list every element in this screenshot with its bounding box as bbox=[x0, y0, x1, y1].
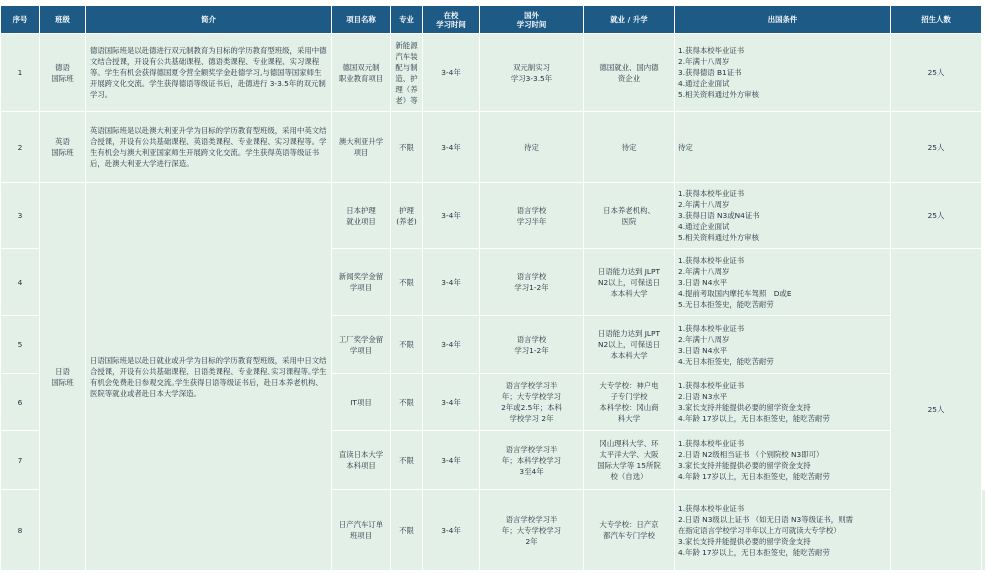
class-intro: 日语国际班是以赴日就业或升学为目标的学历教育型班级，采用中日文结合授课，开设有公共基础课程、日语类课程、专业课程､实习课程等｡学生有机会免费赴日参观交流｡学生获得日语等级证书后，赴日本养老机构、医院等就业或者赴日本大学深造。 bbox=[86, 183, 331, 570]
class-intro: 德语国际班是以赴德进行双元制教育为目标的学历教育型班级，采用中德文结合授课，开设有公共基础课程、德语类课程、专业课程、实习课程等。学生有机会获得德国夏令营全额奖学金赴德学习,与德国等国家师生开展跨文化交流。学生获得德语等级证书后，赴德进行 3-3.5年的双元制学习。 bbox=[86, 34, 331, 111]
career-path: 待定 bbox=[584, 112, 674, 182]
header-domestic: 在校 学习时间 bbox=[423, 6, 479, 33]
table-row bbox=[1, 34, 985, 111]
conditions bbox=[675, 374, 890, 430]
header-row bbox=[1, 6, 985, 33]
condition-item: 3.家长支持并能提供必要的留学资金支持 bbox=[678, 536, 811, 546]
abroad-duration: 语言学校学习半 年；大专学校学习 2年或2.5年；本科 学校学习 2年 bbox=[480, 374, 583, 430]
class-name: 英语 国际班 bbox=[40, 112, 85, 182]
conditions bbox=[675, 249, 890, 315]
quota-empty bbox=[982, 490, 985, 570]
major: 不限 bbox=[391, 112, 422, 182]
condition-item: 1.获得本校毕业证书 bbox=[678, 323, 745, 333]
abroad-duration: 语言学校 学习半年 bbox=[480, 183, 583, 248]
header-condition: 出国条件 bbox=[675, 6, 890, 33]
row-number: 7 bbox=[1, 431, 39, 489]
condition-item: 3.家长支持并能提供必要的留学资金支持 bbox=[678, 403, 811, 412]
major: 新能源 汽车装 配与制 造、护 理（养 老）等 bbox=[391, 34, 422, 111]
conditions bbox=[675, 490, 890, 570]
condition-item: 1.获得本校毕业证书 bbox=[678, 503, 745, 513]
header-class: 班级 bbox=[40, 6, 85, 33]
domestic-duration: 3-4年 bbox=[423, 34, 479, 111]
condition-item: 3.家长支持并能提供必要的留学资金支持 bbox=[678, 461, 811, 470]
domestic-duration: 3-4年 bbox=[423, 490, 479, 570]
header-no: 序号 bbox=[1, 6, 39, 33]
domestic-duration: 3-4年 bbox=[423, 316, 479, 373]
conditions bbox=[675, 431, 890, 489]
row-number: 6 bbox=[1, 374, 39, 430]
conditions bbox=[675, 316, 890, 373]
condition-item: 5.相关资料通过外方审核 bbox=[678, 233, 759, 242]
project-name: 澳大利亚升学 项目 bbox=[332, 112, 390, 182]
row-number: 1 bbox=[1, 34, 39, 111]
header-intro: 简介 bbox=[86, 6, 331, 33]
major: 不限 bbox=[391, 374, 422, 430]
class-name: 日语 国际班 bbox=[40, 183, 85, 570]
abroad-duration: 双元制实习 学习3-3.5年 bbox=[480, 34, 583, 111]
header-abroad: 国外 学习时间 bbox=[480, 6, 583, 33]
condition-item: 1.获得本校毕业证书 bbox=[678, 381, 745, 390]
conditions bbox=[675, 112, 890, 182]
abroad-duration: 语言学校 学习1-2年 bbox=[480, 316, 583, 373]
condition-item: 待定 bbox=[678, 142, 693, 152]
quota: 25人 bbox=[891, 183, 981, 248]
conditions bbox=[675, 183, 890, 248]
program-table bbox=[0, 5, 986, 571]
abroad-duration: 语言学校学习半 年；本科学校学习 3至4年 bbox=[480, 431, 583, 489]
quota: 25人 bbox=[891, 34, 981, 111]
domestic-duration: 3-4年 bbox=[423, 431, 479, 489]
project-name: 日本护理 就业项目 bbox=[332, 183, 390, 248]
condition-item: 1.获得本校毕业证书 bbox=[678, 255, 745, 265]
quota: 25人 bbox=[891, 112, 981, 182]
project-name: 德国双元制 职业教育项目 bbox=[332, 34, 390, 111]
condition-item: 1.获得本校毕业证书 bbox=[678, 189, 745, 198]
major: 不限 bbox=[391, 490, 422, 570]
condition-item: 2.日语 N2级相当证书 （个别院校 N3即可） bbox=[678, 450, 824, 459]
domestic-duration: 3-4年 bbox=[423, 183, 479, 248]
condition-item: 1.获得本校毕业证书 bbox=[678, 46, 745, 55]
header-career: 就业 / 升学 bbox=[584, 6, 674, 33]
career-path: 冈山理科大学、环 太平洋大学、大阪 国际大学等 15所院 校（自选） bbox=[584, 431, 674, 489]
condition-item: 4.年龄 17岁以上，无日本拒签史，能吃苦耐劳 bbox=[678, 547, 830, 557]
condition-item: 2.年满十八周岁 bbox=[678, 200, 730, 209]
condition-item: 3.日语 N4水平 bbox=[678, 345, 728, 355]
table-row bbox=[1, 112, 985, 182]
major: 不限 bbox=[391, 316, 422, 373]
header-major: 专业 bbox=[391, 6, 422, 33]
condition-item: 2.年满十八周岁 bbox=[678, 266, 730, 276]
quota: 25人 bbox=[891, 249, 981, 570]
career-path: 大专学校：日产京 都汽车专门学校 bbox=[584, 490, 674, 570]
row-number: 4 bbox=[1, 249, 39, 315]
project-name: 日产汽车订单 班项目 bbox=[332, 490, 390, 570]
domestic-duration: 3-4年 bbox=[423, 112, 479, 182]
condition-item: 5.无日本拒签史，能吃苦耐劳 bbox=[678, 299, 774, 309]
domestic-duration: 3-4年 bbox=[423, 249, 479, 315]
major: 不限 bbox=[391, 249, 422, 315]
project-name: 工厂奖学金留 学项目 bbox=[332, 316, 390, 373]
row-number: 5 bbox=[1, 316, 39, 373]
condition-item: 4.年龄 17岁以上，无日本拒签史，能吃苦耐劳 bbox=[678, 472, 830, 481]
project-name: 直读日本大学 本科项目 bbox=[332, 431, 390, 489]
career-path: 日语能力达到 JLPT N2以上，可保送日 本本科大学 bbox=[584, 316, 674, 373]
row-number: 3 bbox=[1, 183, 39, 248]
condition-item: 4.通过企业面试 bbox=[678, 222, 730, 231]
major: 不限 bbox=[391, 431, 422, 489]
domestic-duration: 3-4年 bbox=[423, 374, 479, 430]
abroad-duration: 待定 bbox=[480, 112, 583, 182]
class-intro: 英语国际班是以赴澳大利亚升学为目标的学历教育型班级，采用中英文结合授课，开设有公共基础课程、英语类课程、专业课程、实习课程等。学生有机会与澳大利亚国家师生开展跨文化交流。学生获得英语等级证书后，赴澳大利亚大学进行深造。 bbox=[86, 112, 331, 182]
condition-item: 4.无日本拒签史，能吃苦耐劳 bbox=[678, 356, 774, 366]
career-path: 日本养老机构、 医院 bbox=[584, 183, 674, 248]
condition-item: 2.年满十八周岁 bbox=[678, 57, 730, 66]
career-path: 德国就业、国内德 资企业 bbox=[584, 34, 674, 111]
condition-item: 2.日语 N3级以上证书 （如无日语 N3等级证书，则需 bbox=[678, 514, 853, 524]
class-name: 德语 国际班 bbox=[40, 34, 85, 111]
major: 护理 (养老) bbox=[391, 183, 422, 248]
condition-item: 3.获得德语 B1证书 bbox=[678, 68, 742, 77]
abroad-duration: 语言学校学习半 年；大专学校学习 2年 bbox=[480, 490, 583, 570]
career-path: 大专学校：神户电 子专门学校 本科学校：冈山商 科大学 bbox=[584, 374, 674, 430]
abroad-duration: 语言学校 学习1-2年 bbox=[480, 249, 583, 315]
row-number: 2 bbox=[1, 112, 39, 182]
row-number: 8 bbox=[1, 490, 39, 570]
condition-item: 4.通过企业面试 bbox=[678, 79, 730, 88]
condition-item: 5.相关资料通过外方审核 bbox=[678, 90, 759, 99]
conditions bbox=[675, 34, 890, 111]
condition-item: 4.年龄 17岁以上，无日本拒签史，能吃苦耐劳 bbox=[678, 414, 830, 423]
header-project: 项目名称 bbox=[332, 6, 390, 33]
condition-item: 2.年满十八周岁 bbox=[678, 334, 730, 344]
condition-item: 3.获得日语 N3或N4证书 bbox=[678, 211, 760, 220]
condition-item: 在指定语言学校学习半年以上方可就读大专学校） bbox=[678, 525, 841, 535]
condition-item: 4.提前考取国内摩托车驾照 D或E bbox=[678, 288, 792, 298]
condition-item: 3.日语 N4水平 bbox=[678, 277, 728, 287]
header-quota: 招生人数 bbox=[891, 6, 981, 33]
career-path: 日语能力达到 JLPT N2以上，可保送日 本本科大学 bbox=[584, 249, 674, 315]
project-name: 新闻奖学金留 学项目 bbox=[332, 249, 390, 315]
condition-item: 2.日语 N3水平 bbox=[678, 392, 728, 401]
table-row bbox=[1, 183, 985, 248]
project-name: IT项目 bbox=[332, 374, 390, 430]
condition-item: 1.获得本校毕业证书 bbox=[678, 439, 745, 448]
